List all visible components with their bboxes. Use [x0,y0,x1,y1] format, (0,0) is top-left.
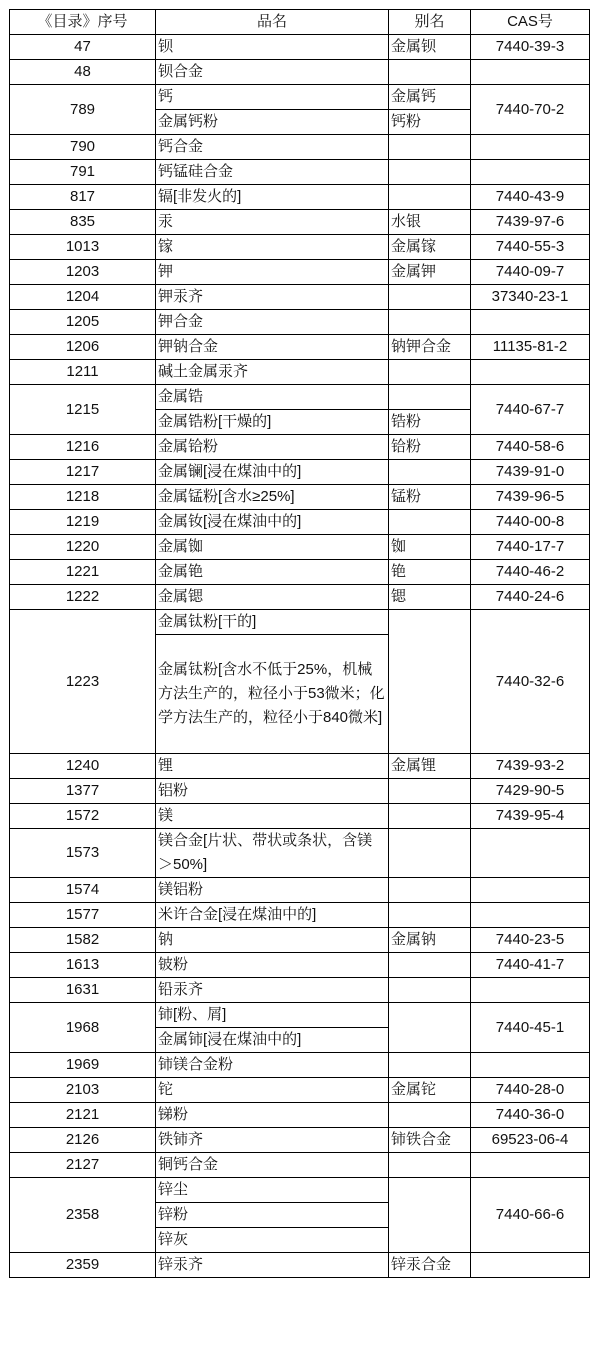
seq-cell: 789 [10,85,156,135]
alias-cell: 铷 [389,535,471,560]
table-row [10,210,590,235]
seq-cell: 1215 [10,385,156,435]
hazardous-chemicals-table [9,9,590,1278]
cas-cell: 7440-67-7 [471,385,590,435]
table-row [10,1178,590,1203]
name-cell: 锑粉 [156,1103,389,1128]
alias-cell: 锆粉 [389,410,471,435]
name-cell: 镁铝粉 [156,878,389,903]
alias-cell [389,953,471,978]
seq-cell: 1218 [10,485,156,510]
table-row [10,953,590,978]
alias-cell: 金属钾 [389,260,471,285]
table-row [10,385,590,410]
alias-cell: 铯 [389,560,471,585]
table-row [10,135,590,160]
seq-cell: 1219 [10,510,156,535]
alias-cell [389,385,471,410]
table-row [10,560,590,585]
alias-cell: 金属钡 [389,35,471,60]
alias-cell [389,1053,471,1078]
seq-cell: 1205 [10,310,156,335]
name-cell: 金属锶 [156,585,389,610]
cas-cell: 7440-46-2 [471,560,590,585]
name-cell: 钡 [156,35,389,60]
cas-cell: 7439-97-6 [471,210,590,235]
table-row [10,1253,590,1278]
cas-cell [471,1253,590,1278]
name-cell: 金属锆粉[干燥的] [156,410,389,435]
name-cell: 镁 [156,804,389,829]
cas-cell: 7439-95-4 [471,804,590,829]
alias-cell [389,135,471,160]
cas-cell [471,1053,590,1078]
name-cell: 镓 [156,235,389,260]
header-seq: 《目录》序号 [10,10,156,35]
alias-cell: 金属铊 [389,1078,471,1103]
header-alias: 别名 [389,10,471,35]
table-row [10,310,590,335]
table-row [10,360,590,385]
cas-cell: 7440-41-7 [471,953,590,978]
seq-cell: 1206 [10,335,156,360]
header-cas: CAS号 [471,10,590,35]
name-cell: 镁合金[片状、带状或条状，含镁＞50%] [156,829,389,878]
alias-cell [389,1103,471,1128]
name-cell: 铈[粉、屑] [156,1003,389,1028]
cas-cell: 7440-36-0 [471,1103,590,1128]
alias-cell [389,1153,471,1178]
table-row [10,878,590,903]
table-row [10,285,590,310]
table-row [10,435,590,460]
cas-cell: 7440-24-6 [471,585,590,610]
name-cell: 铍粉 [156,953,389,978]
alias-cell [389,160,471,185]
alias-cell [389,510,471,535]
cas-cell: 37340-23-1 [471,285,590,310]
table-row [10,610,590,635]
name-cell: 钾 [156,260,389,285]
seq-cell: 790 [10,135,156,160]
seq-cell: 817 [10,185,156,210]
alias-cell [389,360,471,385]
alias-cell: 金属镓 [389,235,471,260]
seq-cell: 1217 [10,460,156,485]
table-row [10,829,590,878]
header-name: 品名 [156,10,389,35]
seq-cell: 1221 [10,560,156,585]
cas-cell: 7439-93-2 [471,754,590,779]
name-cell: 金属镧[浸在煤油中的] [156,460,389,485]
seq-cell: 1223 [10,610,156,754]
name-cell: 铅汞齐 [156,978,389,1003]
seq-cell: 2358 [10,1178,156,1253]
alias-cell: 水银 [389,210,471,235]
alias-cell [389,903,471,928]
alias-cell: 铈铁合金 [389,1128,471,1153]
seq-cell: 48 [10,60,156,85]
table-row [10,60,590,85]
seq-cell: 1220 [10,535,156,560]
table-row [10,928,590,953]
name-cell: 铝粉 [156,779,389,804]
name-cell: 锂 [156,754,389,779]
name-cell: 金属钛粉[含水不低于25%，机械方法生产的，粒径小于53微米；化学方法生产的，粒径小于840微米] [156,635,389,754]
seq-cell: 1582 [10,928,156,953]
table-row [10,978,590,1003]
seq-cell: 1216 [10,435,156,460]
table-row [10,185,590,210]
table-row [10,260,590,285]
alias-cell: 金属钙 [389,85,471,110]
name-cell: 碱土金属汞齐 [156,360,389,385]
cas-cell: 7429-90-5 [471,779,590,804]
name-cell: 钙合金 [156,135,389,160]
name-cell: 米许合金[浸在煤油中的] [156,903,389,928]
table-row [10,460,590,485]
seq-cell: 1631 [10,978,156,1003]
table-row [10,754,590,779]
alias-cell: 金属钠 [389,928,471,953]
table-body [10,35,590,1278]
alias-cell [389,1003,471,1053]
name-cell: 钙 [156,85,389,110]
alias-cell [389,1178,471,1253]
seq-cell: 791 [10,160,156,185]
alias-cell [389,610,471,754]
seq-cell: 1203 [10,260,156,285]
table-row [10,1128,590,1153]
cas-cell: 7440-55-3 [471,235,590,260]
seq-cell: 47 [10,35,156,60]
cas-cell [471,829,590,878]
alias-cell [389,804,471,829]
alias-cell: 锌汞合金 [389,1253,471,1278]
cas-cell: 11135-81-2 [471,335,590,360]
seq-cell: 1573 [10,829,156,878]
alias-cell [389,829,471,878]
table-row [10,485,590,510]
name-cell: 钾合金 [156,310,389,335]
name-cell: 金属钕[浸在煤油中的] [156,510,389,535]
alias-cell [389,310,471,335]
seq-cell: 1240 [10,754,156,779]
cas-cell: 7439-91-0 [471,460,590,485]
cas-cell: 7440-43-9 [471,185,590,210]
alias-cell [389,460,471,485]
alias-cell: 锶 [389,585,471,610]
cas-cell: 7440-58-6 [471,435,590,460]
cas-cell [471,360,590,385]
seq-cell: 1969 [10,1053,156,1078]
seq-cell: 1013 [10,235,156,260]
name-cell: 锌粉 [156,1203,389,1228]
seq-cell: 1204 [10,285,156,310]
alias-cell [389,285,471,310]
table-row [10,160,590,185]
name-cell: 铁铈齐 [156,1128,389,1153]
seq-cell: 2121 [10,1103,156,1128]
cas-cell: 7440-32-6 [471,610,590,754]
cas-cell: 7440-23-5 [471,928,590,953]
cas-cell [471,878,590,903]
name-cell: 金属铯 [156,560,389,585]
name-cell: 钾钠合金 [156,335,389,360]
cas-cell [471,1153,590,1178]
table-row [10,804,590,829]
cas-cell: 7440-66-6 [471,1178,590,1253]
name-cell: 金属钛粉[干的] [156,610,389,635]
table-row [10,1053,590,1078]
table-row [10,535,590,560]
alias-cell [389,60,471,85]
name-cell: 铜钙合金 [156,1153,389,1178]
seq-cell: 2103 [10,1078,156,1103]
name-cell: 锌尘 [156,1178,389,1203]
table-row [10,903,590,928]
table-row [10,585,590,610]
name-cell: 铈镁合金粉 [156,1053,389,1078]
cas-cell: 7440-70-2 [471,85,590,135]
table-row [10,85,590,110]
seq-cell: 1968 [10,1003,156,1053]
name-cell: 金属铈[浸在煤油中的] [156,1028,389,1053]
name-cell: 钡合金 [156,60,389,85]
table-row [10,335,590,360]
seq-cell: 2127 [10,1153,156,1178]
name-cell: 钠 [156,928,389,953]
cas-cell: 7440-39-3 [471,35,590,60]
name-cell: 金属锆 [156,385,389,410]
name-cell: 锌灰 [156,1228,389,1253]
name-cell: 铊 [156,1078,389,1103]
seq-cell: 1572 [10,804,156,829]
name-cell: 金属钙粉 [156,110,389,135]
name-cell: 金属锰粉[含水≥25%] [156,485,389,510]
alias-cell: 铪粉 [389,435,471,460]
table-row [10,235,590,260]
seq-cell: 1222 [10,585,156,610]
table-row [10,1103,590,1128]
cas-cell [471,60,590,85]
seq-cell: 1613 [10,953,156,978]
seq-cell: 1577 [10,903,156,928]
cas-cell [471,160,590,185]
seq-cell: 2126 [10,1128,156,1153]
cas-cell: 7440-09-7 [471,260,590,285]
cas-cell: 69523-06-4 [471,1128,590,1153]
alias-cell [389,978,471,1003]
alias-cell [389,185,471,210]
name-cell: 锌汞齐 [156,1253,389,1278]
alias-cell: 金属锂 [389,754,471,779]
header-row [10,10,590,35]
name-cell: 钾汞齐 [156,285,389,310]
alias-cell [389,878,471,903]
table-row [10,1003,590,1028]
name-cell: 钙锰硅合金 [156,160,389,185]
alias-cell: 钠钾合金 [389,335,471,360]
table-row [10,1153,590,1178]
name-cell: 镉[非发火的] [156,185,389,210]
cas-cell [471,135,590,160]
name-cell: 汞 [156,210,389,235]
alias-cell: 钙粉 [389,110,471,135]
name-cell: 金属铪粉 [156,435,389,460]
cas-cell: 7440-17-7 [471,535,590,560]
cas-cell: 7440-45-1 [471,1003,590,1053]
table-row [10,1078,590,1103]
table-row [10,779,590,804]
table-row [10,35,590,60]
seq-cell: 835 [10,210,156,235]
alias-cell [389,779,471,804]
seq-cell: 2359 [10,1253,156,1278]
name-cell: 金属铷 [156,535,389,560]
seq-cell: 1377 [10,779,156,804]
cas-cell: 7440-28-0 [471,1078,590,1103]
table-row [10,510,590,535]
seq-cell: 1211 [10,360,156,385]
cas-cell: 7440-00-8 [471,510,590,535]
seq-cell: 1574 [10,878,156,903]
cas-cell: 7439-96-5 [471,485,590,510]
cas-cell [471,310,590,335]
cas-cell [471,903,590,928]
cas-cell [471,978,590,1003]
alias-cell: 锰粉 [389,485,471,510]
